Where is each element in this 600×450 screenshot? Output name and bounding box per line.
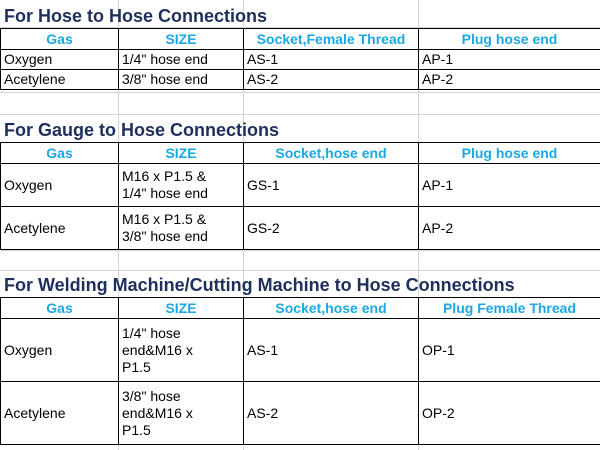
plug-cell: OP-2 — [419, 382, 600, 445]
section-title-hose-to-hose: For Hose to Hose Connections — [4, 6, 268, 26]
size-cell: M16 x P1.5 & 1/4" hose end — [119, 164, 244, 207]
socket-cell: AS-2 — [244, 382, 419, 445]
header-plug: Plug Female Thread — [419, 298, 600, 319]
header-plug: Plug hose end — [419, 29, 600, 50]
plug-cell: AP-1 — [419, 50, 600, 70]
gauge-to-hose-table — [0, 142, 600, 250]
hose-to-hose-table — [0, 28, 600, 90]
gas-cell: Acetylene — [1, 207, 119, 250]
header-size: SIZE — [119, 143, 244, 164]
plug-cell: AP-2 — [419, 207, 600, 250]
gas-cell: Oxygen — [1, 319, 119, 382]
gas-cell: Acetylene — [1, 382, 119, 445]
gas-cell: Oxygen — [1, 50, 119, 70]
gas-cell: Oxygen — [1, 164, 119, 207]
header-socket: Socket,hose end — [244, 143, 419, 164]
table-row — [1, 319, 600, 382]
gridline — [0, 250, 600, 251]
header-gas: Gas — [1, 143, 119, 164]
header-gas: Gas — [1, 298, 119, 319]
table-row — [1, 164, 600, 207]
gas-cell: Acetylene — [1, 70, 119, 90]
header-plug: Plug hose end — [419, 143, 600, 164]
plug-cell: AP-2 — [419, 70, 600, 90]
header-socket: Socket,Female Thread — [244, 29, 419, 50]
size-cell: 3/8" hose end&M16 x P1.5 — [119, 382, 244, 445]
size-cell: 1/4" hose end — [119, 50, 244, 70]
table-row — [1, 50, 600, 70]
table-row — [1, 207, 600, 250]
header-gas: Gas — [1, 29, 119, 50]
plug-cell: OP-1 — [419, 319, 600, 382]
gridline — [0, 92, 600, 93]
socket-cell: AS-1 — [244, 319, 419, 382]
size-cell: M16 x P1.5 & 3/8" hose end — [119, 207, 244, 250]
gridline — [0, 114, 600, 115]
socket-cell: GS-1 — [244, 164, 419, 207]
section-title-welding-machine: For Welding Machine/Cutting Machine to Hose Connections — [4, 275, 515, 295]
size-cell: 1/4" hose end&M16 x P1.5 — [119, 319, 244, 382]
table-row — [1, 382, 600, 445]
header-size: SIZE — [119, 298, 244, 319]
header-size: SIZE — [119, 29, 244, 50]
header-socket: Socket,hose end — [244, 298, 419, 319]
table-row — [1, 70, 600, 90]
size-cell: 3/8" hose end — [119, 70, 244, 90]
section-title-gauge-to-hose: For Gauge to Hose Connections — [4, 120, 280, 140]
welding-machine-table — [0, 297, 600, 445]
plug-cell: AP-1 — [419, 164, 600, 207]
socket-cell: AS-1 — [244, 50, 419, 70]
socket-cell: GS-2 — [244, 207, 419, 250]
socket-cell: AS-2 — [244, 70, 419, 90]
gridline — [0, 270, 600, 271]
